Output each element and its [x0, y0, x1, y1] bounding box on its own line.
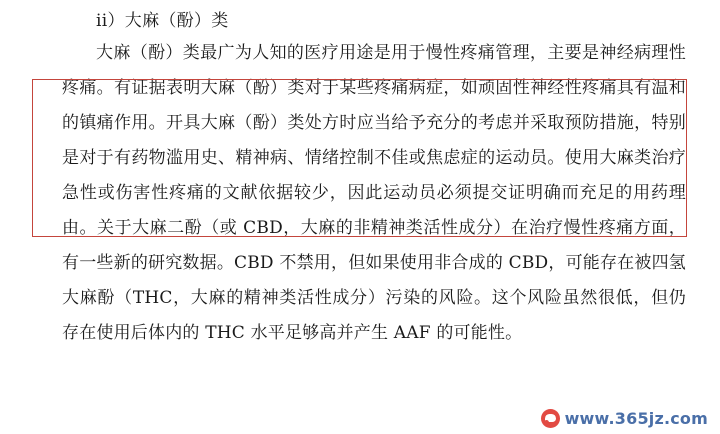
watermark: [541, 409, 708, 428]
weibo-logo-icon: [541, 409, 560, 428]
watermark-url: www.365jz.com: [564, 409, 708, 428]
body-paragraph: 大麻（酚）类最广为人知的医疗用途是用于慢性疼痛管理，主要是神经病理性疼痛。有证据表明大麻（酚）类对于某些疼痛病症，如顽固性神经性疼痛具有温和的镇痛作用。开具大麻（酚）类处方时应当给予充分的考虑并采取预防措施，特别是对于有药物滥用史、精神病、情绪控制不佳或焦虑症的运动员。使用大麻类治疗急性或伤害性疼痛的文献依据较少，因此运动员必须提交证明确而充足的用药理由。关于大麻二酚（或 CBD，大麻的非精神类活性成分）在治疗慢性疼痛方面，有一些新的研究数据。CBD 不禁用，但如果使用非合成的 CBD，可能存在被四氢大麻酚（THC，大麻的精神类活性成分）污染的风险。这个风险虽然很低，但仍存在使用后体内的 THC 水平足够高并产生 AAF 的可能性。: [62, 43, 686, 343]
section-heading: ii）大麻（酚）类: [96, 11, 229, 31]
